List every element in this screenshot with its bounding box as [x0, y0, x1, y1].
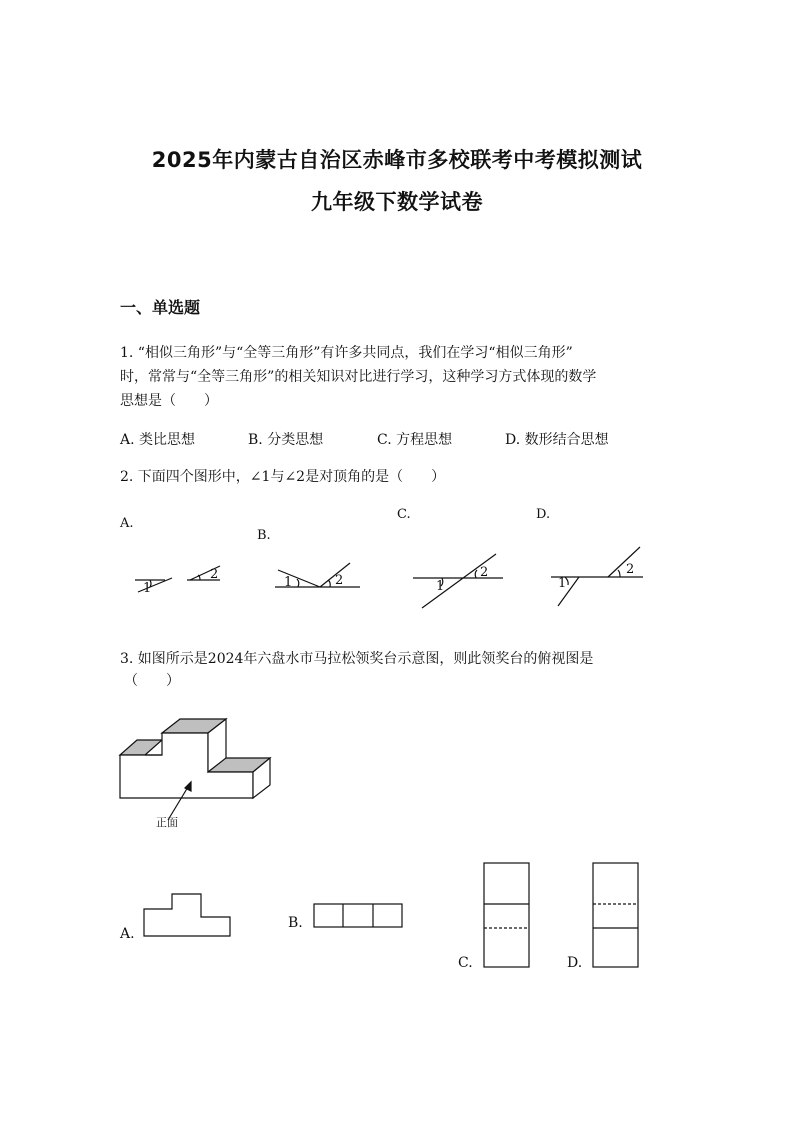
q2-a-angle-2: 2	[210, 567, 219, 582]
q2-b-arc-1	[297, 579, 299, 587]
question-3-line-1: 3. 如图所示是2024年六盘水市马拉松领奖台示意图，则此领奖台的俯视图是	[120, 651, 594, 667]
q3-option-a-label: A.	[120, 926, 135, 942]
q2-figure-d	[548, 545, 648, 607]
q2-figure-b	[270, 558, 370, 598]
q2-d-upper-segment	[608, 547, 640, 577]
q2-option-b-label: B.	[257, 528, 271, 543]
question-1-line-2: 时，常常与“全等三角形”的相关知识对比进行学习，这种学习方式体现的数学	[120, 369, 597, 385]
question-2-text: 2. 下面四个图形中，∠1与∠2是对顶角的是（ ）	[120, 469, 446, 485]
question-3-line-2: （ ）	[124, 673, 180, 689]
q3-option-c-label: C.	[458, 955, 473, 971]
q3-podium-figure	[118, 715, 278, 830]
question-1-option-b: B. 分类思想	[248, 432, 324, 448]
q2-d-angle-1: 1	[558, 576, 567, 591]
q3-a-outline	[144, 894, 230, 936]
q2-b-angle-2: 2	[335, 573, 344, 588]
q2-option-d-label: D.	[536, 507, 551, 522]
q2-c-angle-1: 1	[436, 579, 445, 594]
q3-option-d-label: D.	[567, 955, 583, 971]
q2-figure-c	[410, 550, 510, 610]
q2-c-angle-2: 2	[480, 565, 489, 580]
q2-option-c-label: C.	[397, 507, 411, 522]
q2-b-angle-1: 1	[284, 575, 293, 590]
question-1-option-a: A. 类比思想	[120, 432, 196, 448]
q3-option-b-shape	[313, 903, 405, 930]
q2-figure-a	[130, 560, 230, 605]
q3-front-label: 正面	[156, 816, 178, 829]
q3-left-step-top	[120, 740, 162, 755]
q2-c-diagonal	[422, 554, 496, 608]
question-1-line-3: 思想是（ ）	[120, 393, 218, 409]
q2-d-arc-2	[618, 570, 620, 577]
q3-option-d-shape	[592, 862, 642, 970]
question-1-option-c: C. 方程思想	[377, 432, 453, 448]
question-1-line-1: 1. “相似三角形”与“全等三角形”有许多共同点，我们在学习“相似三角形”	[120, 345, 573, 361]
q3-option-c-shape	[483, 862, 533, 970]
q2-option-a-label: A.	[120, 516, 134, 531]
section-header: 一、单选题	[120, 298, 201, 317]
q3-option-a-shape	[143, 893, 235, 939]
q2-a-angle-1: 1	[143, 581, 152, 596]
q3-option-b-label: B.	[288, 915, 303, 931]
q3-d-outline	[593, 863, 638, 967]
page-subtitle: 九年级下数学试卷	[311, 190, 483, 214]
q3-b-outline	[314, 904, 402, 927]
question-1-option-d: D. 数形结合思想	[505, 432, 609, 448]
q3-c-outline	[484, 863, 529, 967]
q2-c-arc-2	[475, 570, 477, 578]
q2-d-angle-2: 2	[626, 562, 635, 577]
page-title: 2025年内蒙古自治区赤峰市多校联考中考模拟测试	[151, 148, 643, 172]
